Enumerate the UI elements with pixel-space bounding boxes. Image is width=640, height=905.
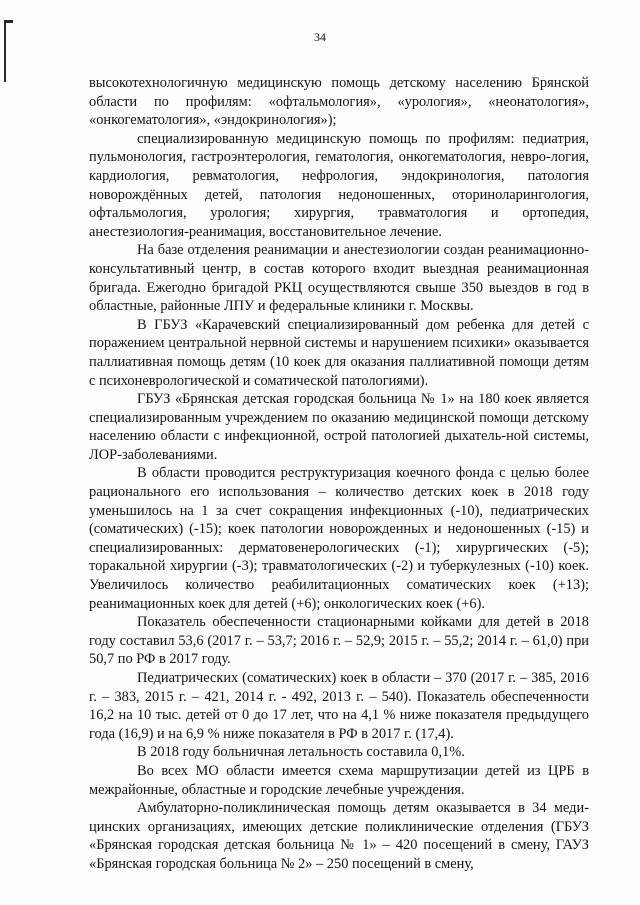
paragraph-9: В 2018 году больничная летальность составила 0,1%. — [137, 744, 465, 761]
paragraph-4: В ГБУЗ «Карачевский специализированный дом ребенка для детей с поражением центральной нервной системы и нарушением психики» оказывается паллиативная помощь детям (10 коек для оказания паллиативной помощи детям с психоневрологической и соматической патологиями). — [89, 316, 589, 389]
document-body — [89, 74, 589, 874]
paragraph-8: Педиатрических (соматических) коек в области – 370 (2017 г. – 385, 2016 г. – 383, 2015 г. – 421, 2014 г. - 492, 2013 г. – 540). Показатель обеспеченности 16,2 на 10 тыс. детей от 0 до 17 лет, что на 4,1 % ниже показателя предыдущего года (16,9) и на 6,9 % ниже показателя в РФ в 2017 г. (17,4). — [89, 670, 589, 742]
scan-edge-tick — [4, 20, 13, 23]
paragraph-11: Амбулаторно-поликлиническая помощь детям оказывается в 34 меди-цинских организациях, имеющих детские поликлинические отделения (ГБУЗ «Брянская городская детская больница № 1» – 420 посещений в смену, ГАУЗ «Брянская городская больница № 2» – 250 посещений в смену, — [89, 800, 589, 872]
paragraph-7: Показатель обеспеченности стационарными койками для детей в 2018 году составил 53,6 (2017 г. – 53,7; 2016 г. – 52,9; 2015 г. – 55,2; 2014 г. – 61,0) при 50,7 по РФ в 2017 году. — [89, 614, 589, 668]
paragraph-2: специализированную медицинскую помощь по профилям: педиатрия, пульмонология, гастроэнтерология, гематология, онкогематология, невро-логия, кардиология, ревматология, нефрология, эндокринология, патология новорождённых детей, патология недоношенных, оториноларингология, офтальмология, урология; хирургия, травматология и ортопедия, анестезиология-реанимация, восстановительное лечение. — [89, 130, 589, 240]
paragraph-3: На базе отделения реанимации и анестезиологии создан реанимационно-консультативный центр, в состав которого входит выездная реанимационная бригада. Ежегодно бригадой РКЦ осуществляются свыше 350 выездов в год в областные, районные ЛПУ и федеральные клиники г. Москвы. — [89, 242, 589, 315]
paragraph-10: Во всех МО области имеется схема маршрутизации детей из ЦРБ в межрайонные, областные и городские лечебные учреждения. — [89, 762, 589, 798]
paragraph-5: ГБУЗ «Брянская детская городская больница № 1» на 180 коек является специализированным учреждением по оказанию медицинской помощи детскому населению области с инфекционной, острой патологией дыхатель-ной системы, ЛОР-заболеваниями. — [89, 391, 589, 463]
paragraph-6: В области проводится реструктуризация коечного фонда с целью более рационального его использования – количество детских коек в 2018 году уменьшилось на 1 за счет сокращения инфекционных (-10), педиатрических (соматических) (-15); коек патологии новорожденных и недоношенных (-15) и специализированных: дерматовенерологических (-1); хирургических (-5); торакальной хирургии (-3); травматологических (-2) и туберкулезных (-10) коек. Увеличилось количество реабилитационных соматических коек (+13); реанимационных коек для детей (+6); онкологических коек (+6). — [89, 465, 589, 612]
paragraph-1: высокотехнологичную медицинскую помощь детскому населению Брянской области по профилям: «офтальмология», «урология», «неонатология», «онкогематология», «эндокринология»); — [89, 75, 589, 129]
page-number: 34 — [314, 30, 326, 44]
